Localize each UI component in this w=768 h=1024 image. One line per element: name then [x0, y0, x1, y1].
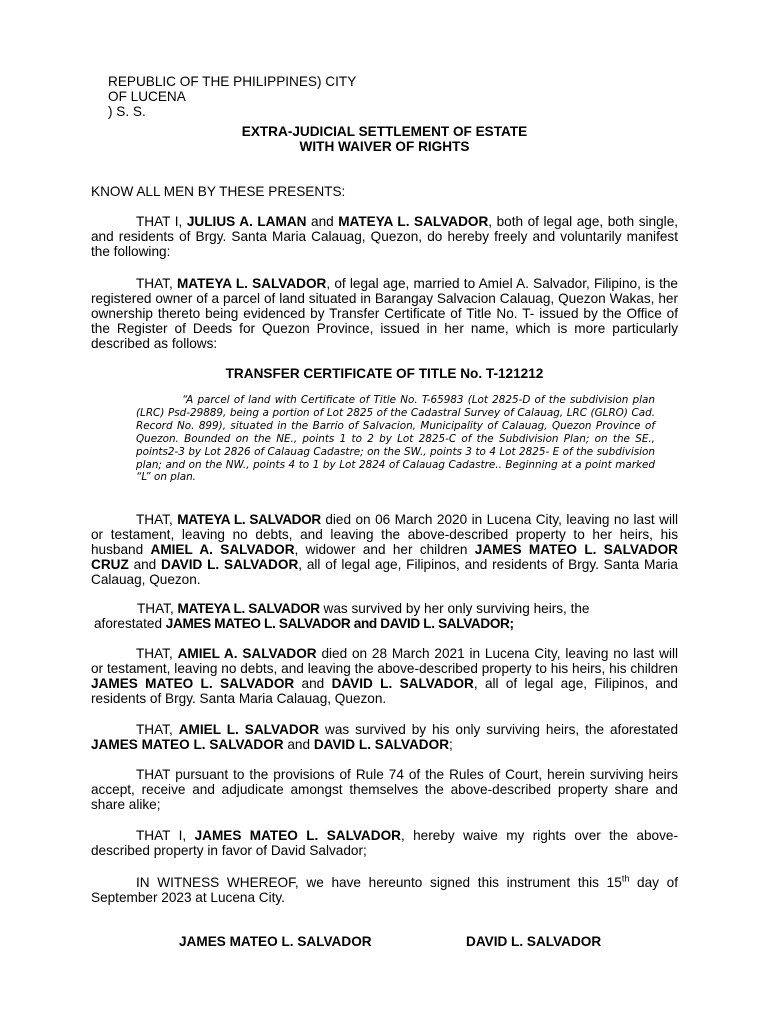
p3-name-james: JAMES MATEO L. SALVADOR CRUZ [91, 542, 678, 572]
p3-name-david: DAVID L. SALVADOR [161, 557, 299, 572]
p2-text-b: , of legal age, married to Amiel A. Salvador, Filipino, is the registered owner of a parcel of land situated in Barangay Salvacion Calauag, Quezon Wakas, her ownership thereto being evidenced by Transfer Certificate of Title No. T- issued by the Office of the Register of Deeds for Quezon Province, issued in her name, which is more particularly described as follows: [91, 276, 678, 351]
paragraph-8 [91, 828, 678, 858]
paragraph-5 [91, 646, 678, 706]
p3-text-c: , widower and her children [294, 542, 475, 557]
paragraph-6 [91, 722, 678, 752]
p2-name-mateya: MATEYA L. SALVADOR [176, 276, 327, 291]
p4-text-a: THAT, [137, 601, 178, 616]
title-line-2: WITH WAIVER OF RIGHTS [299, 139, 470, 154]
p6-name-david: DAVID L. SALVADOR [313, 737, 450, 752]
p2-text-a: THAT, [136, 276, 177, 291]
p4-text-c: aforestated [94, 616, 166, 631]
signature-james: JAMES MATEO L. SALVADOR [179, 934, 372, 949]
p6-text-d: ; [449, 737, 453, 752]
p4-name-mateya: MATEYA L. SALVADOR [177, 601, 320, 616]
intro-line: KNOW ALL MEN BY THESE PRESENTS: [91, 184, 346, 199]
p8-text-a: THAT I, [136, 828, 195, 843]
venue-city: OF LUCENA [108, 89, 186, 104]
p1-text-c: , both of legal age, both single, and residents of Brgy. Santa Maria Calauag, Quezon, do hereby freely and voluntarily manifest the following: [91, 214, 679, 259]
property-description-quote: “A parcel of land with Certificate of Title No. T-65983 (Lot 2825-D of the subdivision plan (LRC) Psd-29889, being a portion of Lot 2825 of the Cadastral Survey of Calauag, LRC (GLRO) Cad. Record No. 899), situated in the Barrio of Salvacion, Municipality of Calauag, Quezon Province of Quezon. Bounded on the NE., points 1 to 2 by Lot 2825-C of the Subdivision Plan; on the SE., points2-3 by Lot 2826 of Calauag Cadastre; on the SW., points 3 to 4 Lot 2825- E of the subdivision plan; and on the NW., points 4 to 1 by Lot 2824 of Calauag Cadastre.. Beginning at a point marked “L” on plan. [136, 394, 655, 484]
p5-name-james: JAMES MATEO L. SALVADOR [91, 676, 295, 691]
paragraph-1 [91, 214, 678, 259]
tct-heading: TRANSFER CERTIFICATE OF TITLE No. T-121212 [225, 366, 544, 381]
p3-name-mateya: MATEYA L. SALVADOR [177, 512, 321, 527]
p4-line-1 [91, 601, 678, 616]
paragraph-3 [91, 512, 678, 587]
paragraph-2 [91, 276, 678, 351]
p9-text-a: IN WITNESS WHEREOF, we have hereunto signed this instrument this 15 [136, 875, 622, 890]
venue-header [108, 74, 408, 119]
p4-text-b: was survived by her only surviving heirs, the [319, 601, 590, 616]
p3-text-a: THAT, [136, 512, 178, 527]
p5-name-amiel: AMIEL A. SALVADOR [177, 646, 317, 661]
paragraph-9 [91, 875, 678, 905]
p4-line-2 [91, 616, 678, 631]
p3-text-d: and [128, 557, 162, 572]
p8-text-b: , hereby waive my rights over the above-described property in favor of David Salvador; [91, 828, 678, 858]
p1-text-a: THAT I, [136, 214, 187, 229]
p5-name-david: DAVID L. SALVADOR [331, 676, 474, 691]
signature-david: DAVID L. SALVADOR [466, 934, 602, 949]
venue-ss: ) S. S. [108, 104, 146, 119]
p9-text-b: day of September 2023 at Lucena City. [91, 875, 678, 905]
venue-line-1: REPUBLIC OF THE PHILIPPINES) CITY [108, 74, 357, 89]
paragraph-7: THAT pursuant to the provisions of Rule 74 of the Rules of Court, herein surviving heirs accept, receive and adjudicate amongst themselves the above-described property share and share alike; [91, 767, 678, 812]
p9-ordinal-suffix: th [621, 873, 630, 884]
p6-text-c: and [283, 737, 314, 752]
p6-text-b: was survived by his only surviving heirs, the aforestated [319, 722, 679, 737]
p3-text-b: died on 06 March 2020 in Lucena City, leaving no last will or testament, leaving no debts, and leaving the above-described property to her heirs, his husband [91, 512, 679, 557]
p6-text-a: THAT, [136, 722, 179, 737]
venue-line-2 [108, 89, 408, 119]
p4-names: JAMES MATEO L. SALVADOR and DAVID L. SALVADOR; [165, 616, 514, 631]
p1-name-mateya: MATEYA L. SALVADOR [338, 214, 489, 229]
paragraph-4 [91, 601, 678, 631]
p3-name-amiel: AMIEL A. SALVADOR [150, 542, 295, 557]
p5-text-d: , all of legal age, Filipinos, and residents of Brgy. Santa Maria Calauag, Quezon. [91, 676, 678, 706]
p8-name-james: JAMES MATEO L. SALVADOR [194, 828, 401, 843]
document-title [91, 124, 678, 154]
p1-text-b: and [306, 214, 339, 229]
p6-name-james: JAMES MATEO L. SALVADOR [91, 737, 284, 752]
p5-text-c: and [294, 676, 332, 691]
p5-text-a: THAT, [136, 646, 178, 661]
p3-text-e: , all of legal age, Filipinos, and residents of Brgy. Santa Maria Calauag, Quezon. [91, 557, 678, 587]
p6-name-amiel: AMIEL L. SALVADOR [178, 722, 320, 737]
title-line-1: EXTRA-JUDICIAL SETTLEMENT OF ESTATE [241, 124, 528, 139]
p5-text-b: died on 28 March 2021 in Lucena City, leaving no last will or testament, leaving no debts, and leaving the above-described property to his heirs, his children [91, 646, 679, 676]
p1-name-julius: JULIUS A. LAMAN [186, 214, 307, 229]
